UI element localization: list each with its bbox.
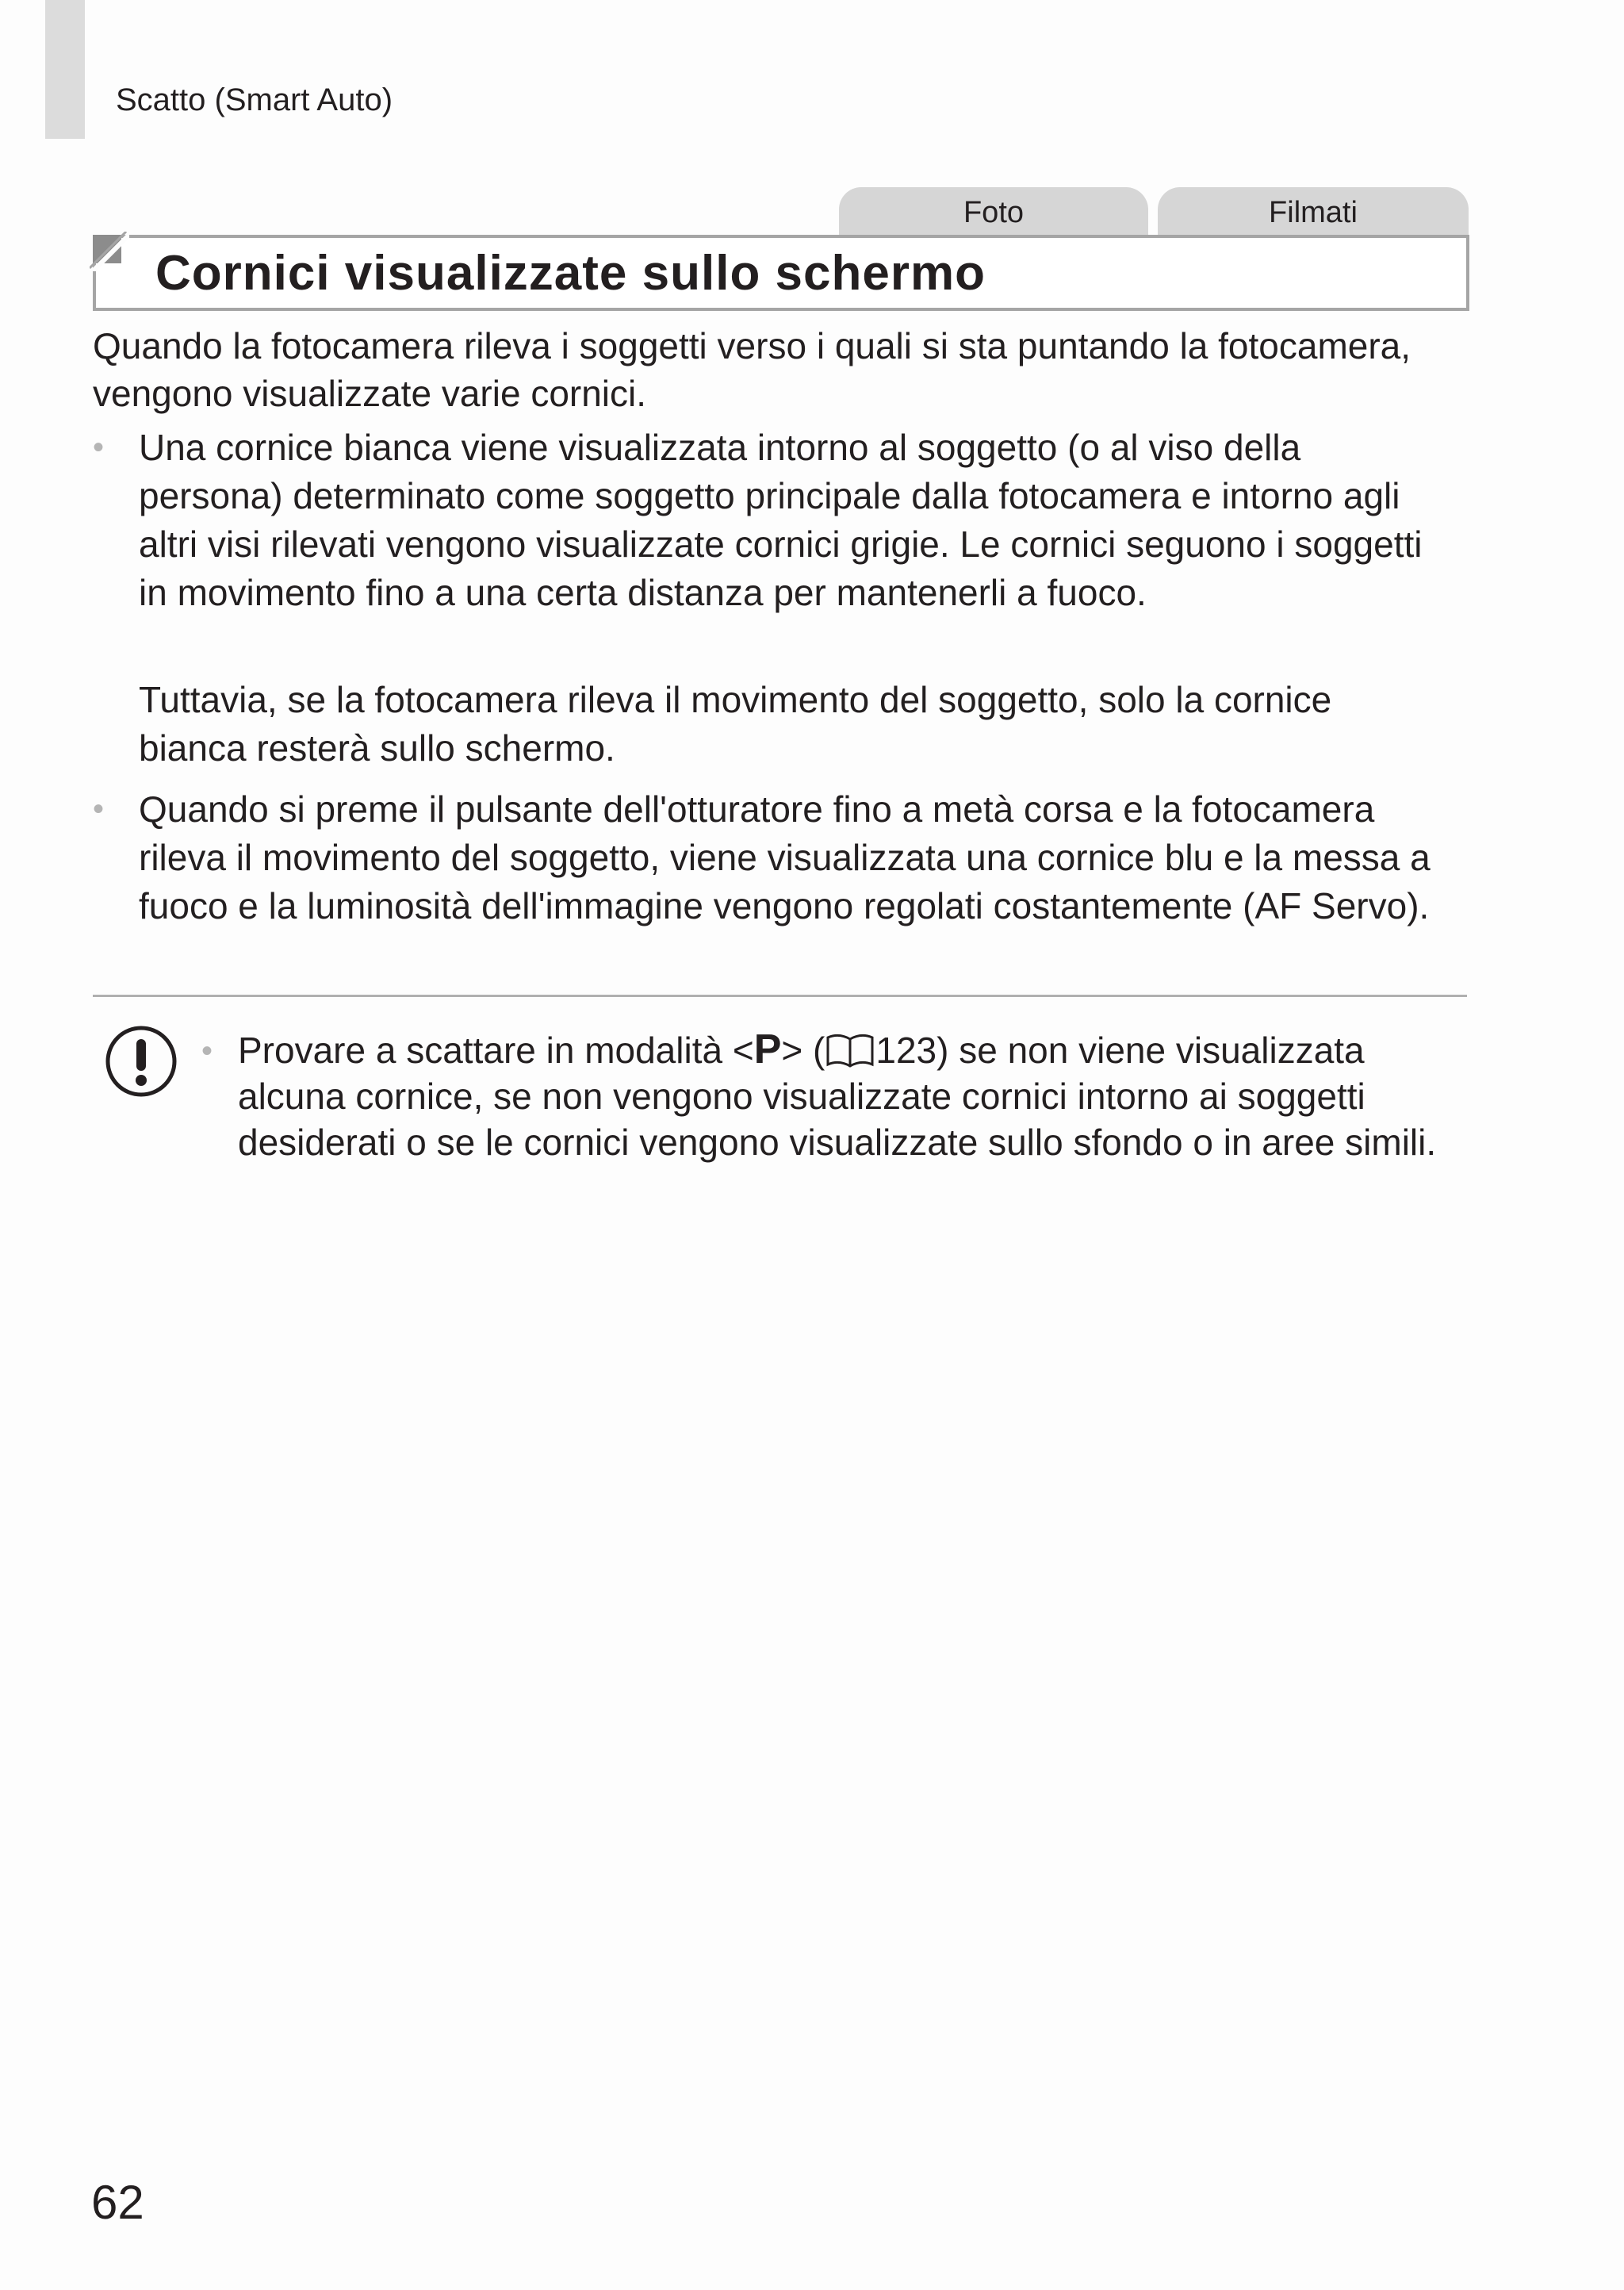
bullet-continuation: Tuttavia, se la fotocamera rileva il movimento del soggetto, solo la cornice bianca resterà sullo schermo. — [139, 679, 1332, 769]
note-bullet-icon: • — [201, 1034, 213, 1068]
bullet-text: Una cornice bianca viene visualizzata intorno al soggetto (o al viso della persona) determinato come soggetto principale dalla fotocamera e intorno agli altri visi rilevati vengono visualizzate cornici grigie. Le cornici seguono i soggetti in movimento fino a una certa distanza per mantenerli a fuoco. — [139, 427, 1423, 613]
bullet-text: Quando si preme il pulsante dell'otturatore fino a metà corsa e la fotocamera rileva il movimento del soggetto, viene visualizzata una cornice blu e la messa a fuoco e la luminosità dell'immagine vengono regolati costantemente (AF Servo). — [139, 788, 1431, 926]
chapter-side-bar — [45, 0, 85, 139]
caution-note — [238, 1026, 1475, 1165]
tab-filmati-label: Filmati — [1269, 196, 1358, 229]
caution-text-mid: > ( — [781, 1030, 825, 1071]
bullet-icon: • — [93, 430, 105, 465]
book-icon — [825, 1033, 875, 1068]
caution-text-end: ) se non viene visualizzata alcuna cornice, se non vengono visualizzate cornici intorno ai soggetti desiderati o se le cornici vengono visualizzate sullo sfondo o in aree simili. — [238, 1030, 1437, 1163]
page-reference[interactable]: 123 — [875, 1030, 937, 1071]
tab-foto — [839, 187, 1148, 235]
p-mode-icon: P — [753, 1026, 782, 1072]
list-item — [93, 785, 1441, 930]
list-item — [93, 424, 1441, 617]
breadcrumb: Scatto (Smart Auto) — [116, 82, 393, 117]
bullet-icon: • — [93, 792, 105, 827]
heading-corner-marker-icon — [90, 232, 129, 271]
divider — [93, 995, 1467, 997]
tab-filmati — [1158, 187, 1469, 235]
intro-paragraph: Quando la fotocamera rileva i soggetti verso i quali si sta puntando la fotocamera, vengono visualizzate varie cornici. — [93, 325, 1411, 414]
caution-icon — [103, 1023, 179, 1099]
tab-foto-label: Foto — [963, 196, 1025, 229]
section-title: Cornici visualizzate sullo schermo — [155, 246, 986, 301]
caution-text-start: Provare a scattare in modalità < — [238, 1030, 754, 1071]
page-number: 62 — [91, 2176, 144, 2229]
